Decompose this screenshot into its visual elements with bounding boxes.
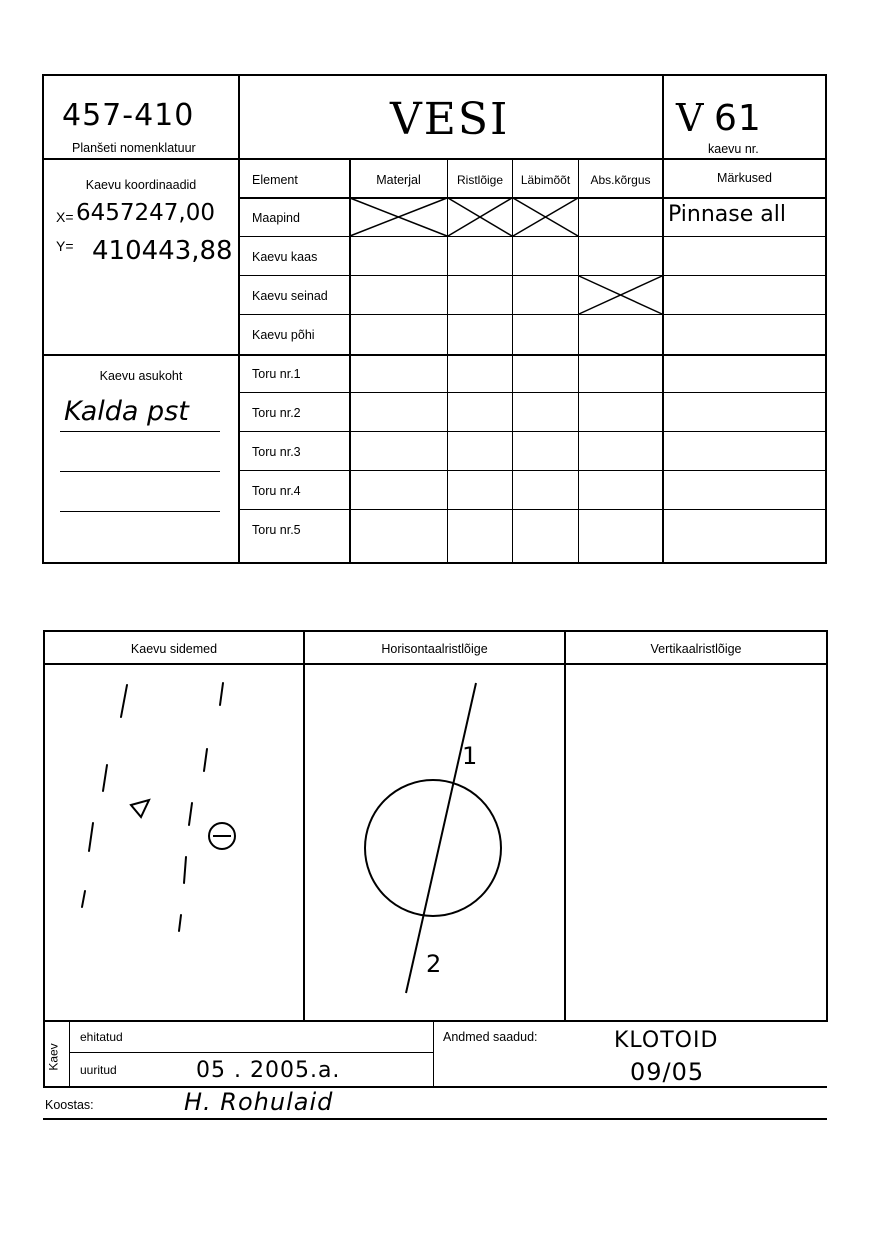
well-symbol-icon [209, 823, 235, 849]
row-label-kaevu-pohi: Kaevu põhi [252, 328, 315, 342]
maapind-note: Pinnase all [668, 202, 786, 227]
row-label-toru-5: Toru nr.5 [252, 523, 301, 537]
y-coordinate-value: 410443,88 [92, 236, 233, 266]
col-header-ristloige: Ristlõige [456, 173, 504, 187]
sketch-header-horizontal: Horisontaalristlõige [381, 642, 488, 656]
cross-mark-seinad-abs-korgus [579, 276, 662, 314]
cross-mark-maapind-materjal [350, 198, 447, 236]
col-header-labimoot: Läbimõõt [520, 173, 571, 187]
row-label-toru-3: Toru nr.3 [252, 445, 301, 459]
plansheet-label: Planšeti nomenklatuur [72, 141, 196, 155]
connections-sketch [45, 665, 303, 1020]
ehitatud-label: ehitatud [80, 1030, 123, 1044]
sketch-header-vertical: Vertikaalristlõige [650, 642, 742, 656]
col-header-element: Element [252, 173, 298, 187]
uuritud-value: 05 . 2005.a. [196, 1058, 341, 1083]
hydrant-icon [131, 800, 149, 817]
row-label-toru-1: Toru nr.1 [252, 367, 301, 381]
well-number-value: 61 [714, 98, 762, 139]
row-label-toru-4: Toru nr.4 [252, 484, 301, 498]
andmed-label: Andmed saadud: [443, 1030, 538, 1044]
col-header-markused: Märkused [717, 171, 772, 185]
kaev-label: Kaev [46, 1043, 61, 1071]
pipe-label-1: 1 [462, 742, 479, 770]
cross-mark-maapind-ristloige [448, 198, 512, 236]
pipe-label-2: 2 [426, 950, 443, 978]
row-label-maapind: Maapind [252, 211, 300, 225]
well-number-prefix: V [676, 96, 704, 140]
page-title: VESI [390, 94, 510, 145]
row-label-toru-2: Toru nr.2 [252, 406, 301, 420]
koostas-label: Koostas: [45, 1098, 94, 1112]
uuritud-label: uuritud [80, 1063, 117, 1077]
coordinates-label: Kaevu koordinaadid [85, 178, 197, 192]
koostas-value: H. Rohulaid [184, 1088, 334, 1116]
row-label-kaevu-seinad: Kaevu seinad [252, 289, 328, 303]
cross-mark-maapind-labimoot [513, 198, 578, 236]
sketch-header-connections: Kaevu sidemed [130, 642, 218, 656]
row-label-kaevu-kaas: Kaevu kaas [252, 250, 318, 264]
well-number-label: kaevu nr. [708, 142, 759, 156]
andmed-value-source: KLOTOID [614, 1028, 719, 1053]
location-label: Kaevu asukoht [99, 369, 183, 383]
andmed-value-date: 09/05 [630, 1058, 705, 1086]
location-value: Kalda pst [64, 396, 189, 427]
plansheet-value: 457-410 [62, 98, 195, 133]
y-prefix: Y= [56, 238, 74, 254]
col-header-materjal: Materjal [376, 173, 421, 187]
x-coordinate-value: 6457247,00 [76, 200, 216, 226]
x-prefix: X= [56, 209, 74, 225]
col-header-abs-korgus: Abs.kõrgus [590, 173, 651, 187]
